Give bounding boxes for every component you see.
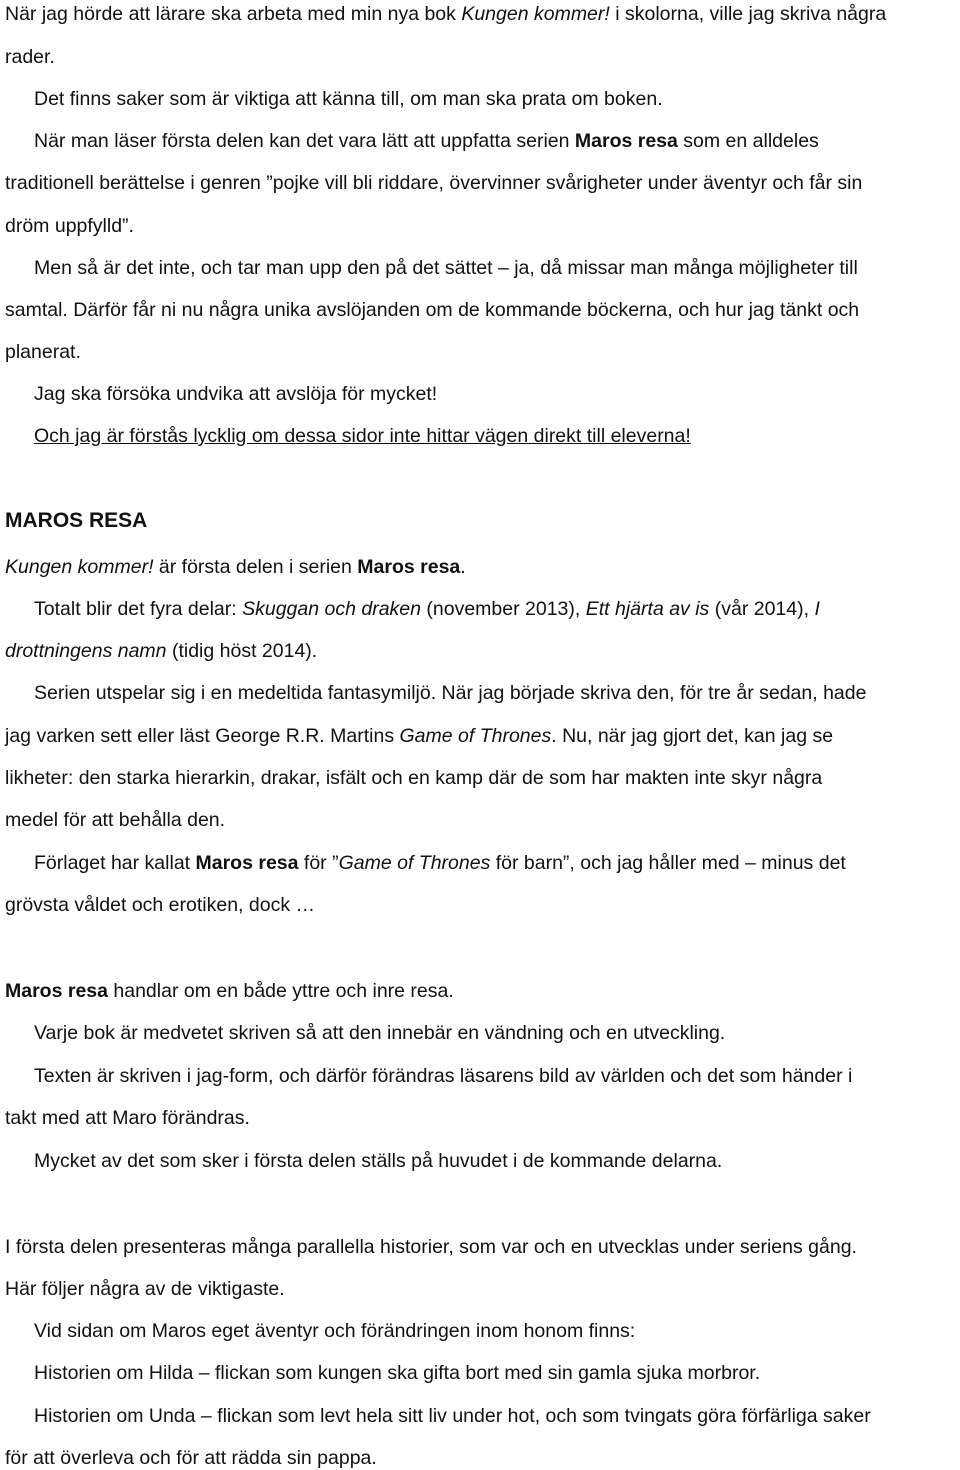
- text-span: När man läser första delen kan det vara lätt att uppfatta serien: [34, 130, 575, 152]
- text-span: (november 2013),: [420, 598, 586, 620]
- intro-line: samtal. Därför får ni nu några unika avslöjanden om de kommande böckerna, och hur jag tänkt och: [5, 299, 860, 321]
- series-name: Maros resa: [574, 130, 678, 152]
- stories-line: Historien om Hilda – flickan som kungen ska gifta bort med sin gamla sjuka morbror.: [34, 1362, 761, 1384]
- intro-line: Jag ska försöka undvika att avslöja för mycket!: [34, 383, 438, 405]
- section-line: [34, 851, 956, 875]
- section-line: [5, 555, 956, 579]
- section-line: Serien utspelar sig i en medeltida fantasymiljö. När jag började skriva den, för tre år sedan, hade: [34, 682, 867, 704]
- section-line: [34, 597, 956, 621]
- text-span: . Nu, när jag gjort det, kan jag se: [551, 725, 834, 747]
- text-span: Förlaget har kallat: [34, 852, 196, 874]
- series-name: Maros resa: [357, 556, 461, 578]
- text-span: (vår 2014),: [709, 598, 815, 620]
- journey-line: Mycket av det som sker i första delen ställs på huvudet i de kommande delarna.: [34, 1150, 723, 1172]
- section-line: medel för att behålla den.: [5, 809, 226, 831]
- intro-line: dröm uppfylld”.: [5, 215, 134, 237]
- text-span: Totalt blir det fyra delar:: [34, 598, 243, 620]
- section-heading: MAROS RESA: [5, 509, 148, 532]
- series-name: Maros resa: [5, 980, 108, 1002]
- stories-line: för att överleva och för att rädda sin pappa.: [5, 1447, 377, 1469]
- intro-line: [34, 129, 956, 153]
- intro-line: Men så är det inte, och tar man upp den på det sättet – ja, då missar man många möjligheter till: [34, 257, 858, 279]
- section-line: [5, 724, 956, 748]
- intro-underlined-line: Och jag är förstås lycklig om dessa sidor inte hittar vägen direkt till eleverna!: [34, 425, 691, 447]
- section-line: [5, 639, 956, 663]
- book-title: drottningens namn: [5, 640, 167, 662]
- intro-line: rader.: [5, 46, 55, 68]
- text-span: (tidig höst 2014).: [166, 640, 318, 662]
- intro-line: planerat.: [5, 341, 81, 363]
- journey-line: [5, 979, 956, 1003]
- book-title: Kungen kommer!: [5, 556, 154, 578]
- book-title: Game of Thrones: [338, 852, 491, 874]
- stories-line: I första delen presenteras många parallella historier, som var och en utvecklas under seriens gång.: [5, 1236, 857, 1258]
- text-span: .: [460, 556, 466, 578]
- section-line: grövsta våldet och erotiken, dock …: [5, 894, 315, 916]
- journey-line: Texten är skriven i jag-form, och därför förändras läsarens bild av världen och det som händer i: [34, 1065, 853, 1087]
- stories-line: Vid sidan om Maros eget äventyr och förändringen inom honom finns:: [34, 1320, 636, 1342]
- book-title: I: [814, 598, 820, 620]
- journey-line: Varje bok är medvetet skriven så att den innebär en vändning och en utveckling.: [34, 1022, 726, 1044]
- text-span: i skolorna, ville jag skriva några: [609, 3, 887, 25]
- series-name: Maros resa: [195, 852, 299, 874]
- text-span: för barn”, och jag håller med – minus det: [490, 852, 846, 874]
- book-title: Ett hjärta av is: [585, 598, 710, 620]
- book-title: Game of Thrones: [399, 725, 552, 747]
- intro-line: [5, 2, 956, 26]
- intro-line: traditionell berättelse i genren ”pojke vill bli riddare, övervinner svårigheter under äventyr och får sin: [5, 172, 863, 194]
- section-line: likheter: den starka hierarkin, drakar, isfält och en kamp där de som har makten inte skyr några: [5, 767, 823, 789]
- text-span: som en alldeles: [677, 130, 819, 152]
- book-title: Skuggan och draken: [242, 598, 421, 620]
- stories-line: Historien om Unda – flickan som levt hela sitt liv under hot, och som tvingats göra förfärliga saker: [34, 1405, 871, 1427]
- text-span: är första delen i serien: [153, 556, 358, 578]
- text-span: handlar om en både yttre och inre resa.: [107, 980, 454, 1002]
- stories-line: Här följer några av de viktigaste.: [5, 1278, 285, 1300]
- text-span: jag varken sett eller läst George R.R. Martins: [5, 725, 400, 747]
- text-span: för ”: [298, 852, 339, 874]
- intro-line: Det finns saker som är viktiga att känna till, om man ska prata om boken.: [34, 88, 663, 110]
- text-span: När jag hörde att lärare ska arbeta med min nya bok: [5, 3, 462, 25]
- journey-line: takt med att Maro förändras.: [5, 1107, 250, 1129]
- book-title: Kungen kommer!: [461, 3, 610, 25]
